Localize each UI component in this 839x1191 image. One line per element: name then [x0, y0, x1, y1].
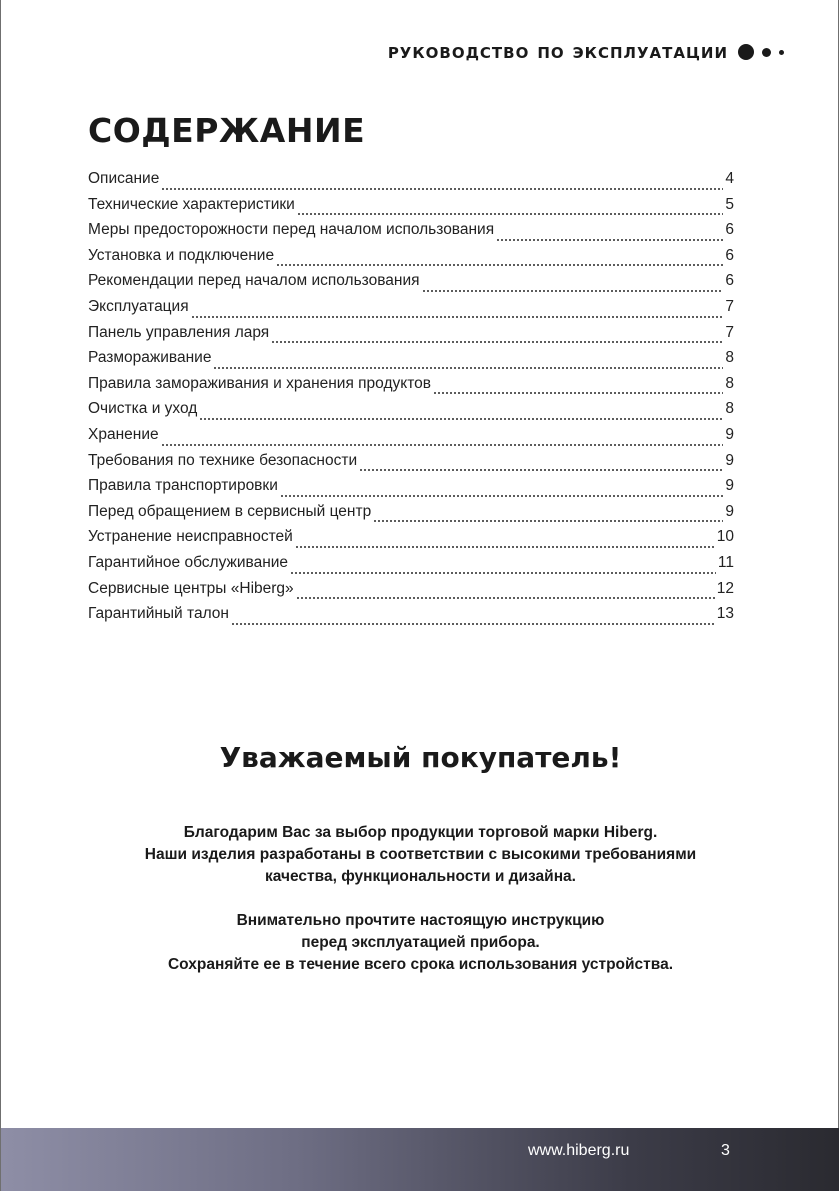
toc-entry: [88, 580, 734, 606]
running-header-word: РУКОВОДСТВО: [387, 44, 530, 62]
toc-entry-page: 8: [725, 374, 734, 392]
toc-dot-leader: [191, 316, 724, 318]
toc-entry-page: 6: [725, 221, 734, 239]
toc-entry-label: Перед обращением в сервисный центр: [88, 502, 372, 520]
toc-entry: [88, 324, 734, 350]
toc-entry-label: Описание: [88, 170, 160, 187]
toc-entry: [88, 196, 734, 222]
toc-entry-page: 7: [725, 323, 734, 341]
toc-title: СОДЕРЖАНИЕ: [88, 111, 366, 150]
page-number: 3: [721, 1142, 730, 1159]
table-of-contents: [88, 170, 734, 631]
toc-entry: [88, 221, 734, 247]
toc-entry: [88, 503, 734, 529]
thank-you-paragraph: [1, 822, 839, 888]
toc-dot-leader: [280, 495, 724, 497]
toc-dot-leader: [161, 444, 724, 446]
paragraph-line: Благодарим Вас за выбор продукции торговой марки Hiberg.: [183, 824, 658, 841]
paragraph-line: Сохраняйте ее в течение всего срока использования устройства.: [167, 956, 674, 973]
toc-entry: [88, 605, 734, 631]
toc-entry-page: 10: [716, 528, 734, 546]
toc-entry-page: 13: [716, 605, 734, 623]
toc-dot-leader: [199, 418, 723, 420]
running-header-word: ЭКСПЛУАТАЦИИ: [572, 44, 728, 62]
toc-entry-label: Установка и подключение: [88, 246, 275, 264]
greeting-title: Уважаемый покупатель!: [219, 741, 622, 774]
toc-entry-page: 5: [725, 195, 734, 213]
toc-dot-leader: [296, 597, 715, 599]
paragraph-line: качества, функциональности и дизайна.: [265, 868, 576, 885]
toc-entry-label: Рекомендации перед началом использования: [88, 272, 420, 290]
toc-dot-leader: [433, 392, 723, 394]
toc-entry-page: 8: [725, 349, 734, 367]
toc-entry: [88, 477, 734, 503]
toc-entry-label: Хранение: [88, 425, 159, 443]
toc-dot-leader: [276, 264, 723, 266]
toc-entry-page: 9: [725, 451, 734, 469]
toc-dot-leader: [496, 239, 723, 241]
toc-entry: [88, 400, 734, 426]
toc-dot-leader: [213, 367, 723, 369]
toc-entry-label: Технические характеристики: [88, 195, 295, 213]
paragraph-line: Внимательно прочтите настоящую инструкцию: [236, 912, 605, 929]
toc-entry: [88, 452, 734, 478]
toc-entry: [88, 426, 734, 452]
toc-entry-label: Очистка и уход: [88, 400, 198, 418]
toc-entry-label: Меры предосторожности перед началом использования: [88, 221, 495, 239]
toc-dot-leader: [161, 188, 723, 190]
toc-entry-page: 4: [725, 170, 734, 187]
toc-entry-page: 9: [725, 477, 734, 495]
toc-entry-page: 6: [725, 246, 734, 264]
toc-entry: [88, 272, 734, 298]
toc-entry: [88, 247, 734, 273]
toc-entry-label: Гарантийный талон: [88, 605, 229, 623]
toc-entry-page: 7: [725, 297, 734, 315]
toc-entry-label: Правила транспортировки: [88, 477, 278, 495]
page-footer: [1, 1128, 839, 1191]
small-dot-icon: [779, 50, 784, 55]
toc-entry: [88, 349, 734, 375]
toc-entry-label: Панель управления ларя: [88, 323, 270, 341]
toc-entry: [88, 528, 734, 554]
running-header: [388, 44, 728, 62]
toc-entry-page: 11: [717, 553, 734, 571]
toc-dot-leader: [290, 572, 716, 574]
toc-entry-label: Сервисные центры «Hiberg»: [88, 579, 294, 597]
header-dots-decoration: [728, 44, 838, 64]
toc-entry-page: 9: [725, 425, 734, 443]
toc-entry-page: 8: [725, 400, 734, 418]
toc-entry-page: 6: [725, 272, 734, 290]
toc-entry: [88, 170, 734, 196]
toc-entry-page: 12: [716, 579, 734, 597]
toc-dot-leader: [422, 290, 724, 292]
toc-dot-leader: [271, 341, 723, 343]
running-header-word: ПО: [537, 44, 565, 62]
toc-entry-label: Требования по технике безопасности: [88, 451, 358, 469]
large-dot-icon: [738, 44, 754, 60]
paragraph-line: перед эксплуатацией прибора.: [301, 934, 540, 951]
medium-dot-icon: [762, 48, 771, 57]
toc-entry-page: 9: [725, 502, 734, 520]
toc-entry-label: Устранение неисправностей: [88, 528, 293, 546]
toc-entry-label: Эксплуатация: [88, 297, 189, 315]
toc-entry: [88, 375, 734, 401]
toc-entry-label: Правила замораживания и хранения продуктов: [88, 374, 431, 392]
toc-entry-label: Гарантийное обслуживание: [88, 553, 289, 571]
toc-dot-leader: [297, 213, 724, 215]
toc-entry: [88, 298, 734, 324]
website-url: www.hiberg.ru: [528, 1142, 630, 1159]
paragraph-line: Наши изделия разработаны в соответствии с высокими требованиями: [144, 846, 697, 863]
instruction-paragraph: [1, 910, 839, 976]
toc-entry: [88, 554, 734, 580]
toc-dot-leader: [295, 546, 715, 548]
toc-dot-leader: [231, 623, 715, 625]
toc-dot-leader: [359, 469, 723, 471]
toc-dot-leader: [373, 520, 723, 522]
toc-entry-label: Размораживание: [88, 349, 212, 367]
